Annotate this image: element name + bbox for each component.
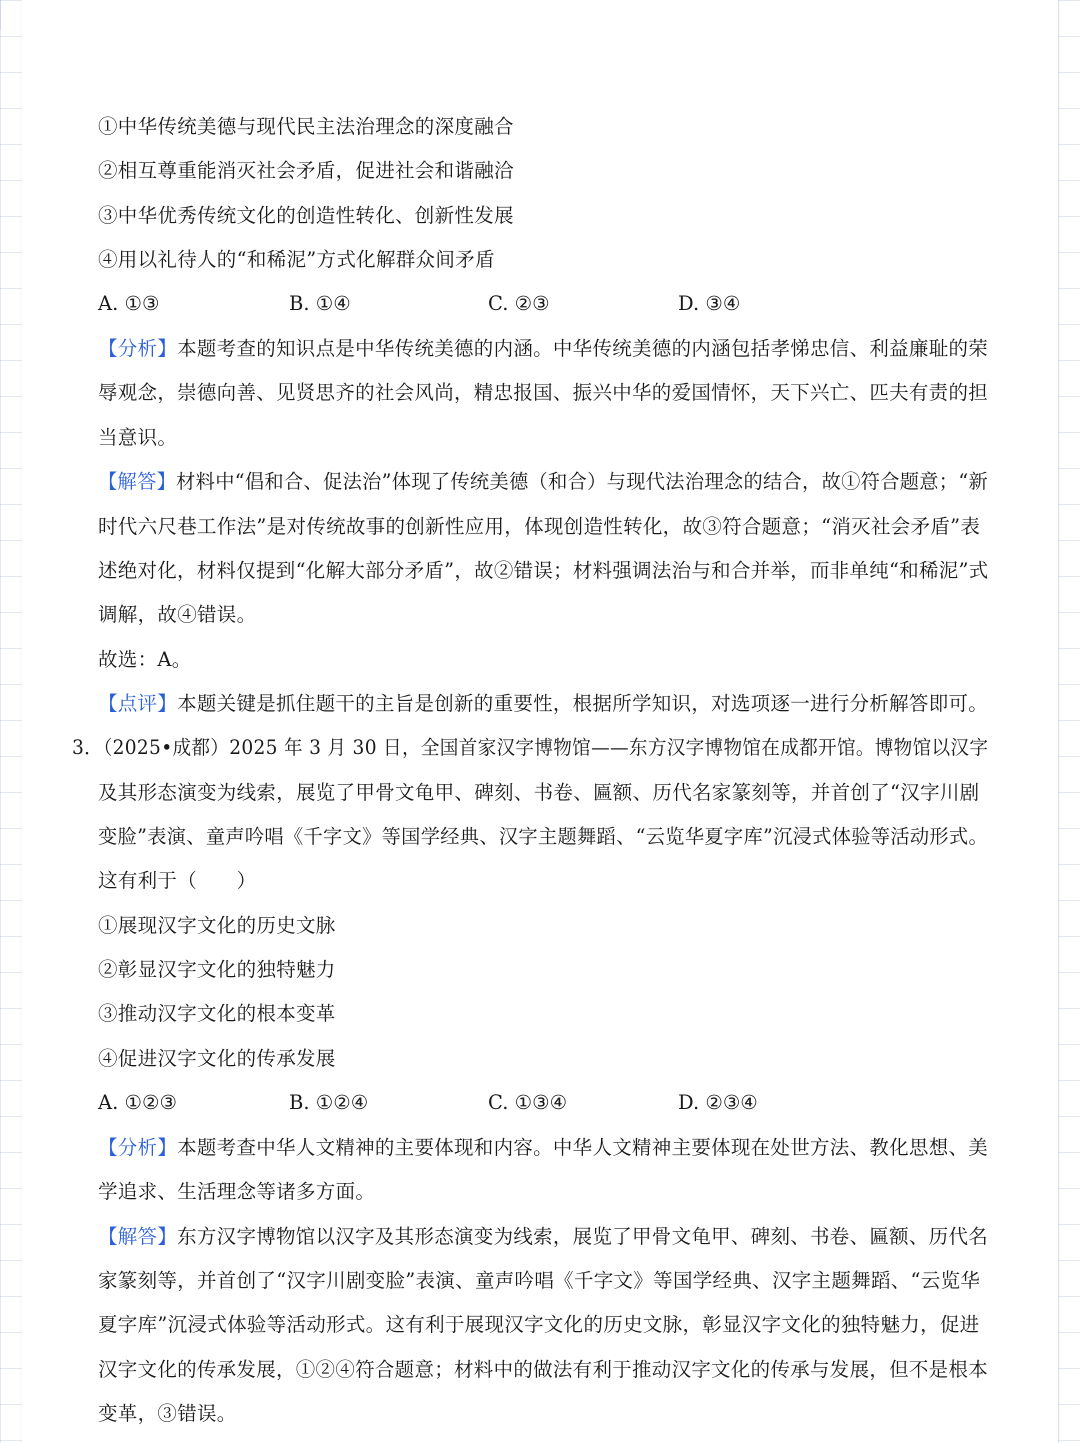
q3-analysis-tag: 【分析】	[98, 1136, 178, 1159]
q2-comment-tag: 【点评】	[98, 692, 178, 715]
q3-stem-line-1: 3．（2025•成都）2025 年 3 月 30 日，全国首家汉字博物馆——东方汉字博物馆在成都开馆。博物馆以汉字	[72, 736, 989, 759]
q2-option-c: C. ②③	[488, 292, 550, 315]
q3-stem-line-2: 及其形态演变为线索，展览了甲骨文龟甲、碑刻、书卷、匾额、历代名家篆刻等，并首创了“汉字川剧	[98, 781, 980, 804]
q3-statement-1: ①展现汉字文化的历史文脉	[98, 914, 336, 937]
q2-statement-4: ④用以礼待人的“和稀泥”方式化解群众间矛盾	[98, 248, 495, 271]
q3-analysis-line-2: 学追求、生活理念等诸多方面。	[98, 1180, 376, 1203]
q2-option-b: B. ①④	[289, 292, 351, 315]
q3-answer-line-5: 变革，③错误。	[98, 1402, 237, 1425]
q3-answer-line-4: 汉字文化的传承发展，①②④符合题意；材料中的做法有利于推动汉字文化的传承与发展，但不是根本	[98, 1358, 989, 1381]
q3-option-b: B. ①②④	[289, 1091, 369, 1114]
q3-answer-line-1	[98, 1225, 988, 1249]
q2-statement-1: ①中华传统美德与现代民主法治理念的深度融合	[98, 115, 514, 138]
q3-statement-2: ②彰显汉字文化的独特魅力	[98, 958, 336, 981]
q2-answer-tag: 【解答】	[98, 470, 177, 493]
q3-answer-text-1: 东方汉字博物馆以汉字及其形态演变为线索，展览了甲骨文龟甲、碑刻、书卷、匾额、历代名	[177, 1225, 989, 1248]
q3-answer-line-3: 夏字库”沉浸式体验等活动形式。这有利于展现汉字文化的历史文脉，彰显汉字文化的独特魅力，促进	[98, 1313, 980, 1336]
q3-answer-tag: 【解答】	[98, 1225, 178, 1248]
q3-statement-3: ③推动汉字文化的根本变革	[98, 1002, 336, 1025]
q2-option-d: D. ③④	[678, 292, 741, 315]
q3-stem-line-3: 变脸”表演、童声吟唱《千字文》等国学经典、汉字主题舞蹈、“云览华夏字库”沉浸式体验等活动形式。	[98, 825, 989, 848]
q2-answer-text-1: 材料中“倡和合、促法治”体现了传统美德（和合）与现代法治理念的结合，故①符合题意；“新	[176, 470, 989, 493]
q3-option-c: C. ①③④	[488, 1091, 568, 1114]
q3-option-d: D. ②③④	[678, 1091, 758, 1114]
q3-stem-line-4: 这有利于（ ）	[98, 869, 257, 892]
q2-statement-3: ③中华优秀传统文化的创造性转化、创新性发展	[98, 204, 514, 227]
q2-analysis-line-2: 辱观念，崇德向善、见贤思齐的社会风尚，精忠报国、振兴中华的爱国情怀，天下兴亡、匹夫有责的担	[98, 381, 989, 404]
q2-answer-line-2: 时代六尺巷工作法”是对传统故事的创新性应用，体现创造性转化，故③符合题意；“消灭社会矛盾”表	[98, 515, 981, 538]
q2-comment-line	[98, 692, 988, 716]
q2-analysis-tag: 【分析】	[98, 337, 178, 360]
grid-background-right	[1058, 0, 1080, 1443]
grid-background-left	[0, 0, 22, 1443]
q3-option-a: A. ①②③	[98, 1091, 177, 1114]
q2-comment-text: 本题关键是抓住题干的主旨是创新的重要性，根据所学知识，对选项逐一进行分析解答即可。	[177, 692, 989, 715]
q2-analysis-line-1	[98, 337, 988, 361]
q2-analysis-text-1: 本题考查的知识点是中华传统美德的内涵。中华传统美德的内涵包括孝悌忠信、利益廉耻的荣	[177, 337, 989, 360]
q2-choice: 故选：A。	[98, 648, 192, 671]
q3-analysis-text-1: 本题考查中华人文精神的主要体现和内容。中华人文精神主要体现在处世方法、教化思想、美	[177, 1136, 989, 1159]
q2-statement-2: ②相互尊重能消灭社会矛盾，促进社会和谐融洽	[98, 159, 514, 182]
q2-analysis-line-3: 当意识。	[98, 426, 178, 449]
q3-statement-4: ④促进汉字文化的传承发展	[98, 1047, 336, 1070]
q3-analysis-line-1	[98, 1136, 988, 1160]
q2-option-a: A. ①③	[98, 292, 160, 315]
q2-answer-line-4: 调解，故④错误。	[98, 603, 257, 626]
q2-answer-line-3: 述绝对化，材料仅提到“化解大部分矛盾”，故②错误；材料强调法治与和合并举，而非单纯“和稀泥”式	[98, 559, 989, 582]
q3-answer-line-2: 家篆刻等，并首创了“汉字川剧变脸”表演、童声吟唱《千字文》等国学经典、汉字主题舞蹈、“云览华	[98, 1269, 981, 1292]
q2-answer-line-1	[98, 470, 988, 494]
